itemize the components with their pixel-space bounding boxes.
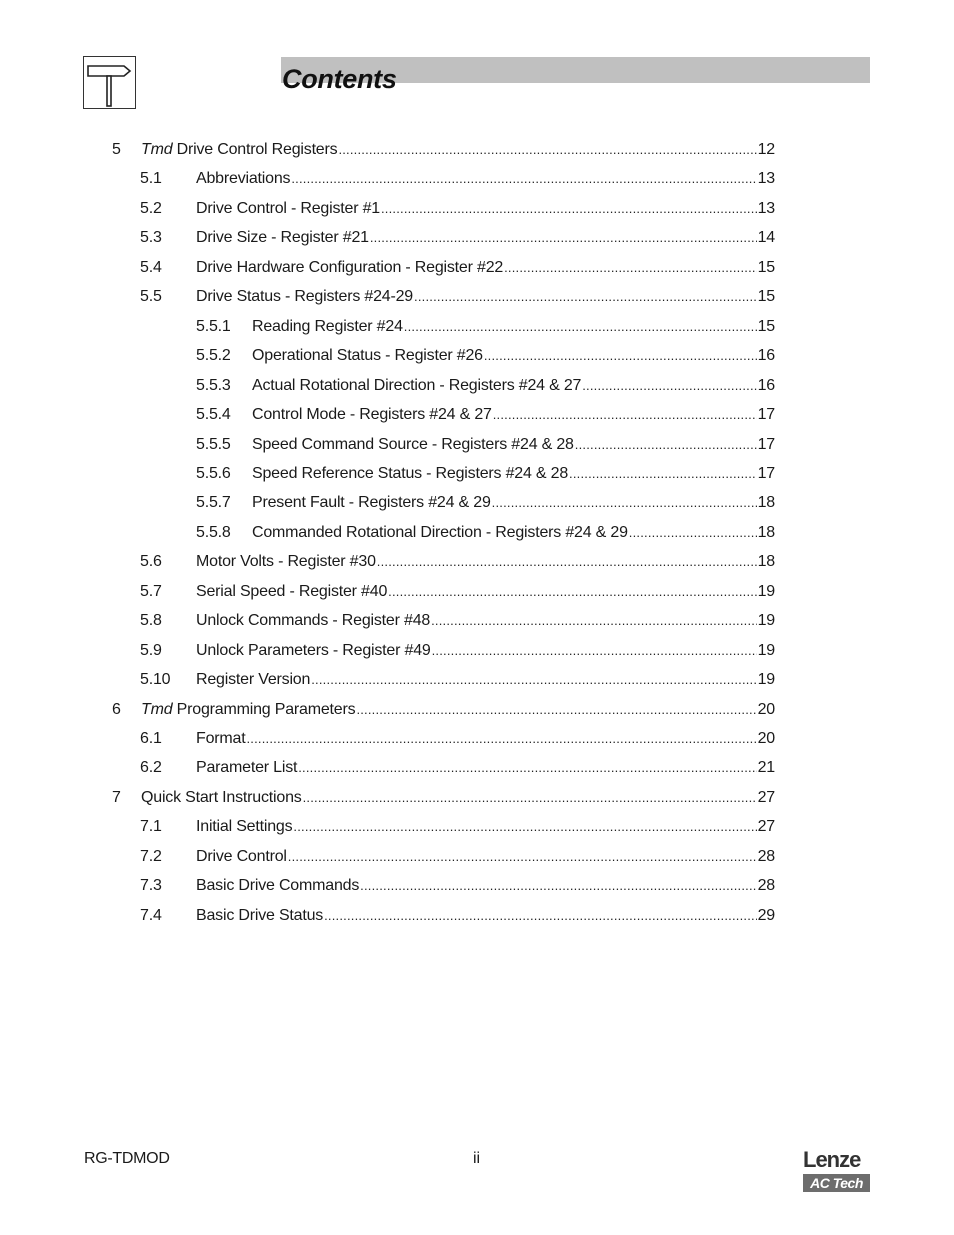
toc-entry[interactable] [140, 225, 775, 247]
toc-entry-page: 19 [757, 583, 775, 600]
toc-entry[interactable] [196, 402, 775, 424]
toc-entry-page: 19 [757, 612, 775, 629]
toc-entry-title [196, 259, 503, 277]
logo-wordmark: Lenze [803, 1147, 861, 1172]
toc-entry-page: 15 [757, 318, 775, 335]
toc-entry-number: 5.5.2 [196, 347, 231, 364]
toc-dot-leader [569, 466, 757, 481]
toc-entry-title [252, 524, 628, 542]
toc-entry-label: Motor Volts - Register #30 [196, 553, 376, 570]
toc-entry-label: Serial Speed - Register #40 [196, 583, 388, 600]
toc-dot-leader [291, 171, 756, 186]
toc-entry-title [252, 347, 483, 365]
toc-entry[interactable] [196, 461, 775, 483]
toc-entry-title [141, 141, 337, 159]
toc-entry-label: Commanded Rotational Direction - Registers #24 & 29 [252, 524, 628, 541]
toc-entry-label: Basic Drive Status [196, 907, 324, 924]
toc-entry-label: Parameter List [196, 759, 298, 776]
toc-entry[interactable] [140, 873, 775, 895]
toc-entry-page: 15 [757, 288, 775, 305]
toc-entry[interactable] [112, 137, 775, 159]
toc-entry-label: Present Fault - Registers #24 & 29 [252, 494, 491, 511]
toc-entry-page: 13 [757, 200, 775, 217]
toc-entry-number: 5.5.8 [196, 524, 231, 541]
toc-entry[interactable] [112, 785, 775, 807]
toc-entry-title [252, 494, 491, 512]
toc-entry-label: Reading Register #24 [252, 318, 403, 335]
toc-dot-leader [629, 525, 757, 540]
toc-entry-label: Register Version [196, 671, 311, 688]
toc-entry-label: Drive Size - Register #21 [196, 229, 369, 246]
toc-entry[interactable] [140, 284, 775, 306]
toc-dot-leader [414, 289, 757, 304]
toc-entry-page: 16 [757, 377, 775, 394]
toc-entry-title [196, 642, 431, 660]
toc-entry-label: Speed Command Source - Registers #24 & 28 [252, 436, 574, 453]
toc-dot-leader [324, 908, 756, 923]
toc-entry-title [252, 465, 568, 483]
toc-dot-leader [356, 702, 756, 717]
toc-entry-number: 6.2 [140, 759, 162, 776]
toc-entry[interactable] [140, 166, 775, 188]
toc-dot-leader [484, 348, 757, 363]
toc-entry-page: 20 [757, 701, 775, 718]
toc-entry-label: Speed Reference Status - Registers #24 & 28 [252, 465, 569, 482]
toc-dot-leader [404, 319, 757, 334]
toc-entry-page: 18 [757, 524, 775, 541]
toc-entry-page: 16 [757, 347, 775, 364]
toc-entry-page: 17 [757, 465, 775, 482]
toc-entry-title [196, 877, 359, 895]
toc-entry-label: Drive Control Registers [172, 141, 338, 158]
toc-dot-leader [370, 230, 757, 245]
toc-entry-page: 13 [757, 170, 775, 187]
toc-dot-leader [288, 849, 757, 864]
toc-entry-label: Format [196, 730, 246, 747]
toc-entry-title [196, 612, 430, 630]
toc-entry-label: Drive Hardware Configuration - Register #22 [196, 259, 504, 276]
toc-entry-number: 7.3 [140, 877, 162, 894]
toc-entry-label: Programming Parameters [172, 701, 356, 718]
toc-entry-title [196, 553, 376, 571]
toc-entry-page: 27 [757, 818, 775, 835]
toc-dot-leader [360, 878, 756, 893]
toc-entry[interactable] [140, 814, 775, 836]
toc-dot-leader [381, 201, 757, 216]
toc-entry-title [196, 170, 290, 188]
toc-entry-number: 5.5 [140, 288, 162, 305]
toc-entry-number: 7 [112, 789, 121, 806]
toc-entry-page: 18 [757, 553, 775, 570]
toc-dot-leader [377, 554, 757, 569]
toc-entry-label: Abbreviations [196, 170, 291, 187]
toc-entry-number: 5.5.3 [196, 377, 231, 394]
toc-dot-leader [246, 731, 756, 746]
toc-entry-title [252, 377, 581, 395]
page-title: Contents [282, 64, 397, 94]
toc-entry-number: 5.6 [140, 553, 162, 570]
toc-dot-leader [338, 142, 756, 157]
toc-entry-number: 5.8 [140, 612, 162, 629]
toc-entry-title [196, 200, 380, 218]
toc-entry-page: 21 [757, 759, 775, 776]
toc-entry-title [196, 229, 369, 247]
toc-entry[interactable] [140, 196, 775, 218]
toc-entry-number: 5.10 [140, 671, 171, 688]
page-number: ii [473, 1150, 481, 1167]
toc-entry[interactable] [196, 432, 775, 454]
toc-entry-page: 20 [757, 730, 775, 747]
toc-entry-label: Basic Drive Commands [196, 877, 360, 894]
toc-entry[interactable] [112, 697, 775, 719]
toc-entry-page: 29 [757, 907, 775, 924]
toc-entry-title [196, 730, 245, 748]
toc-entry-label: Operational Status - Register #26 [252, 347, 483, 364]
toc-entry[interactable] [140, 726, 775, 748]
toc-entry-title [252, 406, 492, 424]
toc-entry-title [196, 288, 413, 306]
toc-dot-leader [575, 437, 757, 452]
toc-entry-label: Actual Rotational Direction - Registers #24 & 27 [252, 377, 582, 394]
toc-entry[interactable] [140, 255, 775, 277]
toc-entry[interactable] [140, 755, 775, 777]
toc-entry-number: 5.1 [140, 170, 162, 187]
toc-entry[interactable] [140, 608, 775, 630]
toc-entry-title [196, 583, 387, 601]
logo-subbrand: AC Tech [803, 1174, 870, 1192]
toc-entry[interactable] [196, 314, 775, 336]
toc-entry[interactable] [140, 844, 775, 866]
toc-entry[interactable] [196, 373, 775, 395]
toc-entry-label: Initial Settings [196, 818, 293, 835]
toc-entry[interactable] [140, 638, 775, 660]
signpost-icon [83, 56, 136, 109]
toc-entry-title [196, 759, 297, 777]
toc-entry-number: 5.7 [140, 583, 162, 600]
toc-dot-leader [492, 495, 757, 510]
toc-entry-number: 6.1 [140, 730, 162, 747]
lenze-logo [803, 1149, 870, 1193]
toc-entry-number: 5.5.5 [196, 436, 231, 453]
toc-entry-page: 18 [757, 494, 775, 511]
toc-entry[interactable] [140, 667, 775, 689]
toc-dot-leader [493, 407, 757, 422]
toc-dot-leader [431, 613, 756, 628]
toc-entry-number: 5.2 [140, 200, 162, 217]
toc-entry-title [252, 436, 574, 454]
toc-dot-leader [311, 672, 756, 687]
toc-dot-leader [432, 643, 757, 658]
toc-entry-page: 28 [757, 848, 775, 865]
toc-entry-number: 5.9 [140, 642, 162, 659]
toc-entry-number: 6 [112, 701, 121, 718]
toc-entry-product: Tmd [141, 141, 173, 158]
toc-entry-product: Tmd [141, 701, 173, 718]
document-id: RG-TDMOD [84, 1150, 170, 1167]
toc-entry-page: 19 [757, 642, 775, 659]
toc-entry-number: 7.1 [140, 818, 162, 835]
toc-entry-title [196, 818, 292, 836]
toc-entry-number: 5.4 [140, 259, 162, 276]
toc-entry-number: 5 [112, 141, 121, 158]
toc-entry[interactable] [140, 549, 775, 571]
toc-entry[interactable] [140, 903, 775, 925]
toc-dot-leader [303, 790, 757, 805]
toc-entry-title [196, 848, 287, 866]
toc-dot-leader [504, 260, 756, 275]
toc-entry-number: 5.5.1 [196, 318, 231, 335]
toc-entry-number: 5.5.7 [196, 494, 231, 511]
toc-entry-page: 17 [757, 436, 775, 453]
toc-entry[interactable] [196, 490, 775, 512]
toc-entry-number: 5.5.6 [196, 465, 231, 482]
toc-entry-title [252, 318, 403, 336]
toc-entry-page: 17 [757, 406, 775, 423]
toc-entry-page: 28 [757, 877, 775, 894]
toc-entry[interactable] [140, 579, 775, 601]
toc-entry-title [141, 701, 355, 719]
toc-dot-leader [582, 378, 756, 393]
toc-entry-number: 7.4 [140, 907, 162, 924]
toc-entry-label: Drive Control - Register #1 [196, 200, 380, 217]
toc-entry-label: Unlock Commands - Register #48 [196, 612, 431, 629]
toc-entry-title [196, 671, 310, 689]
toc-dot-leader [298, 760, 756, 775]
toc-entry-page: 19 [757, 671, 775, 688]
toc-entry[interactable] [196, 343, 775, 365]
toc-entry-page: 12 [757, 141, 775, 158]
toc-entry-number: 5.5.4 [196, 406, 231, 423]
toc-entry-title [196, 907, 323, 925]
toc-entry-page: 15 [757, 259, 775, 276]
toc-entry-label: Drive Control [196, 848, 287, 865]
toc-entry-number: 7.2 [140, 848, 162, 865]
toc-entry-number: 5.3 [140, 229, 162, 246]
toc-entry-page: 27 [757, 789, 775, 806]
toc-entry-label: Control Mode - Registers #24 & 27 [252, 406, 492, 423]
toc-entry-title [141, 789, 302, 807]
toc-dot-leader [388, 584, 756, 599]
toc-entry[interactable] [196, 520, 775, 542]
toc-entry-label: Drive Status - Registers #24-29 [196, 288, 414, 305]
toc-entry-label: Quick Start Instructions [141, 789, 302, 806]
toc-entry-page: 14 [757, 229, 775, 246]
toc-entry-label: Unlock Parameters - Register #49 [196, 642, 431, 659]
toc-dot-leader [293, 819, 756, 834]
